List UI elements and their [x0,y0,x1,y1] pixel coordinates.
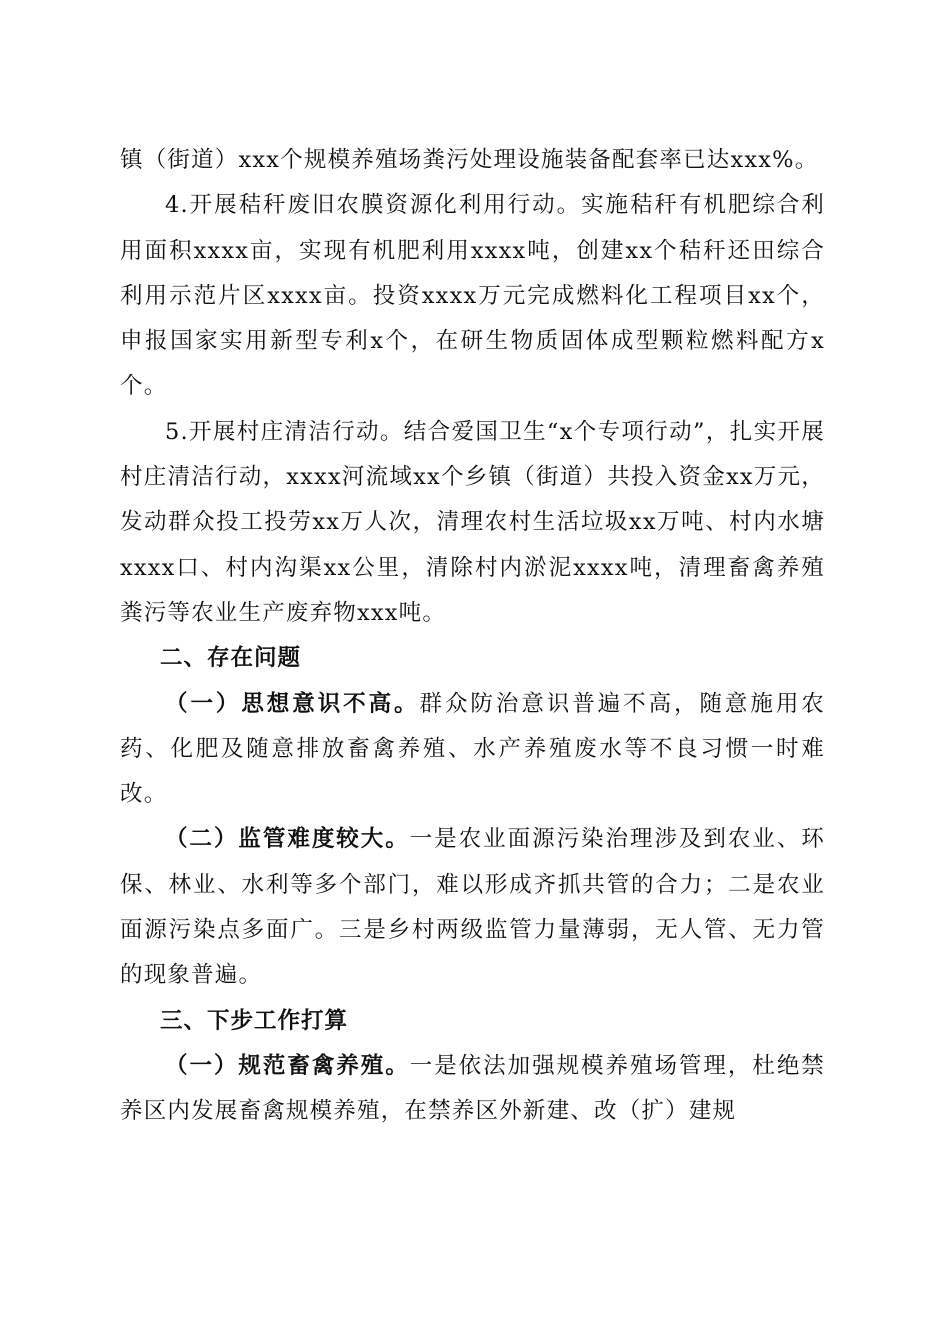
paragraph-text: 群众防治意识普遍不高，随意施用农药、化肥及随意排放畜禽养殖、水产养殖废水等不良习惯一时难改。 [120,690,825,808]
paragraph-text: 4.开展秸秆废旧农膜资源化利用行动。实施秸秆有机肥综合利用面积xxxx亩，实现有机肥利用xxxx吨，创建xx个秸秆还田综合利用示范片区xxxx亩。投资xxxx万元完成燃料化工程项目xx个，申报国家实用新型专利x个，在研生物质固体成型颗粒燃料配方x个。 [120,192,825,400]
paragraph-text: 5.开展村庄清洁行动。结合爱国卫生“x个专项行动”，扎实开展村庄清洁行动，xxxx河流域xx个乡镇（街道）共投入资金xx万元，发动群众投工投劳xx万人次，清理农村生活垃圾xx万吨、村内水塘xxxx口、村内沟渠xx公里，清除村内淤泥xxxx吨，清理畜禽养殖粪污等农业生产废弃物xxx吨。 [120,418,825,626]
section-heading-next-steps: 三、下步工作打算 [160,1007,349,1034]
paragraph-supervision [120,817,825,998]
paragraph-lead: （一）规范畜禽养殖。 [165,1052,410,1079]
paragraph-lead: （二）监管难度较大。 [165,826,410,853]
section-heading-problems: 二、存在问题 [160,645,302,672]
paragraph-straw-film-recycling [120,183,825,409]
document-body [120,138,825,1135]
paragraph-village-cleaning [120,410,825,636]
paragraph-continuation [120,138,825,183]
paragraph-text: 镇（街道）xxx个规模养殖场粪污处理设施装备配套率已达xxx%。 [120,147,819,173]
paragraph-text: 一是依法加强规模养殖场管理，杜绝禁养区内发展畜禽规模养殖，在禁养区外新建、改（扩）建规 [120,1052,825,1125]
paragraph-text: 一是农业面源污染治理涉及到农业、环保、林业、水利等多个部门，难以形成齐抓共管的合力；二是农业面源污染点多面广。三是乡村两级监管力量薄弱，无人管、无力管的现象普遍。 [120,826,825,989]
paragraph-awareness [120,682,825,818]
paragraph-livestock [120,1044,825,1135]
paragraph-lead: （一）思想意识不高。 [165,690,420,717]
